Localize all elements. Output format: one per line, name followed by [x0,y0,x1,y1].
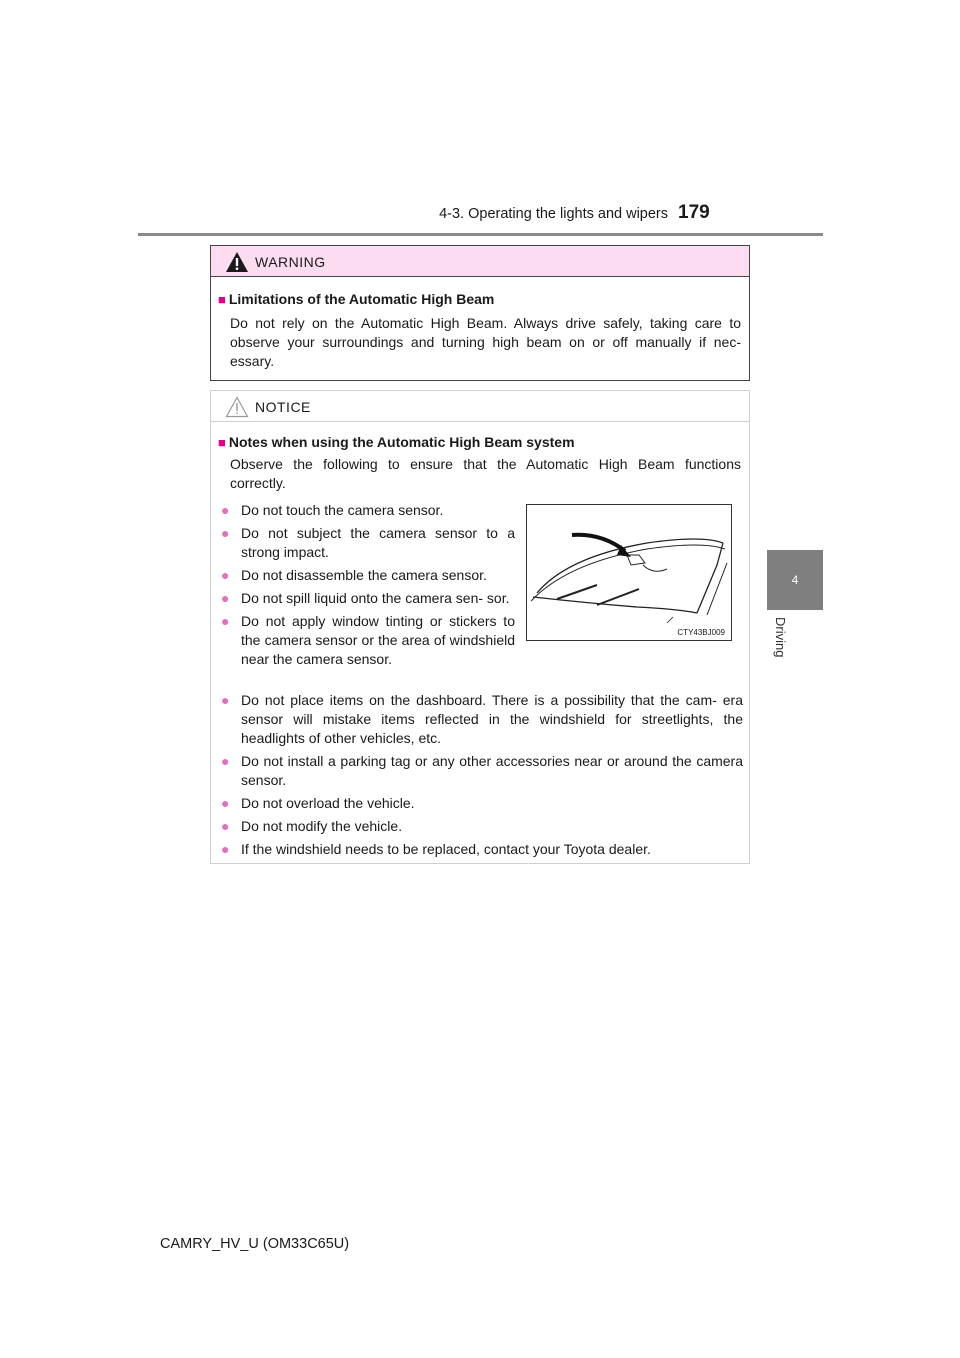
header-divider [138,233,823,236]
list-item: ● Do not touch the camera sensor. [221,502,444,518]
list-item: ● Do not overload the vehicle. [221,795,415,811]
bullet-list-beside-figure [221,501,515,673]
warning-body-line: essary. [230,353,275,369]
warning-box [210,245,750,381]
notice-body-line: Observe the following to ensure that the Automatic High Beam functions [230,456,741,472]
warning-heading: ■ Limitations of the Automatic High Beam [218,291,495,307]
notice-box [210,390,750,864]
list-item: ● Do not apply window tinting or stickers to the camera sensor or the area of windshield near the camera sensor. [221,613,515,667]
page-number: 179 [678,202,710,223]
list-item: ● Do not modify the vehicle. [221,818,403,834]
warning-title: WARNING [255,254,326,270]
windshield-camera-illustration [526,504,732,641]
list-item: ● Do not disassemble the camera sensor. [221,567,487,583]
notice-heading: ■ Notes when using the Automatic High Beam system [218,434,575,450]
chapter-tab-number: 4 [791,573,799,587]
warning-header [211,246,749,277]
list-item: ● Do not place items on the dashboard. There is a possibility that the cam- era sensor will mistake items reflected in the windshield for streetlights, the headlights of other vehicles, etc. [221,692,743,746]
notice-header [211,391,749,422]
chapter-tab-label: Driving [773,617,788,658]
windshield-drawing [527,505,731,640]
list-item: ● If the windshield needs to be replaced, contact your Toyota dealer. [221,841,651,857]
section-title: 4-3. Operating the lights and wipers [439,206,668,222]
model-code: CAMRY_HV_U (OM33C65U) [160,1236,350,1252]
list-item: ● Do not install a parking tag or any other accessories near or around the camera sensor. [221,753,743,788]
notice-body [230,455,741,493]
bullet-list-full-width [221,691,743,863]
list-item: ● Do not spill liquid onto the camera sen- sor. [221,590,510,606]
figure-code: CTY43BJ009 [677,628,725,637]
warning-body-line: Do not rely on the Automatic High Beam. Always drive safely, taking care to [230,315,741,331]
notice-body-line: correctly. [230,475,286,491]
warning-body-line: observe your surroundings and turning high beam on or off manually if nec- [230,334,741,350]
notice-title: NOTICE [255,399,311,415]
list-item: ● Do not subject the camera sensor to a strong impact. [221,525,515,560]
warning-triangle-icon [225,251,249,273]
caution-triangle-icon [225,396,249,418]
warning-body [230,314,741,371]
